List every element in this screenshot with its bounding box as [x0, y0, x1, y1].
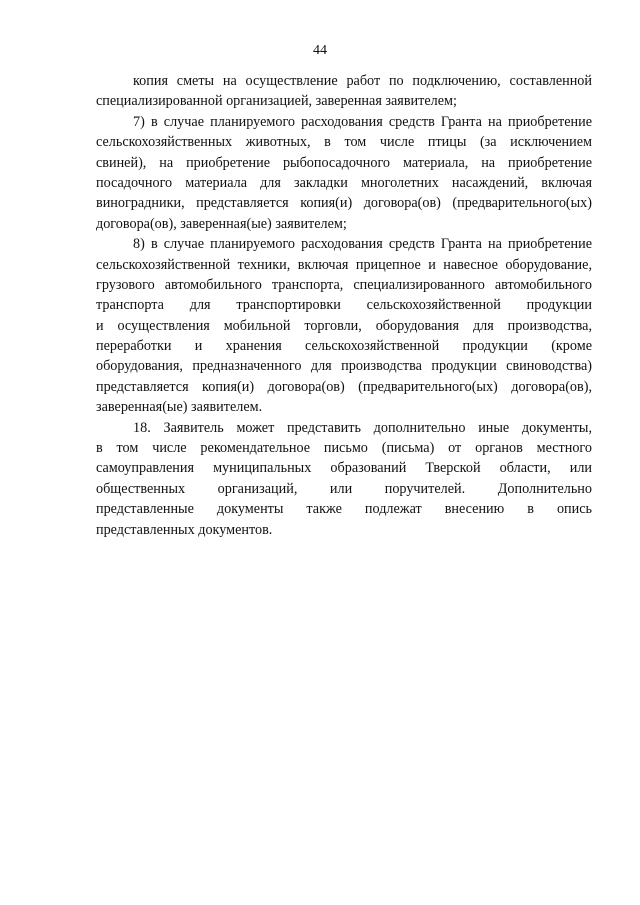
paragraph-item-7 [96, 112, 592, 234]
text-line: копия сметы на осуществление работ по подключению, составленной [133, 73, 592, 89]
text-line: договора(ов), заверенная(ые) заявителем; [96, 215, 347, 232]
text-line: в том числе рекомендательное письмо (письма) от органов местного [96, 440, 592, 457]
text-line: 18. Заявитель может представить дополнительно иные документы, [133, 419, 592, 436]
text-line: 7) в случае планируемого расходования средств Гранта на приобретение [133, 113, 592, 130]
text-line: заверенная(ые) заявителем. [96, 399, 263, 416]
text-line: виноградники, представляется копия(и) договора(ов) (предварительного(ых) [96, 195, 592, 212]
text-line: сельскохозяйственной техники, включая прицепное и навесное оборудование, [96, 256, 592, 273]
text-line: и осуществления мобильной торговли, оборудования для производства, [96, 317, 592, 334]
text-line: специализированной организацией, заверенная заявителем; [96, 93, 457, 110]
text-line: грузового автомобильного транспорта, специализированного автомобильного [96, 276, 592, 293]
paragraph-smeta-copy [96, 71, 592, 112]
page-number: 44 [313, 43, 327, 58]
text-line: оборудования, предназначенного для производства продукции свиноводства) [96, 358, 592, 375]
text-line: транспорта для транспортировки сельскохозяйственной продукции [96, 297, 592, 314]
text-line: представленных документов. [96, 521, 273, 538]
text-line: переработки и хранения сельскохозяйственной продукции (кроме [96, 338, 592, 355]
document-body [96, 71, 592, 540]
text-line: представляется копия(и) договора(ов) (предварительного(ых) договора(ов), [96, 378, 592, 395]
text-line: 8) в случае планируемого расходования средств Гранта на приобретение [133, 236, 592, 253]
paragraph-item-8 [96, 234, 592, 418]
text-line: посадочного материала для закладки многолетних насаждений, включая [96, 174, 592, 191]
text-line: представленные документы также подлежат внесению в опись [96, 501, 592, 518]
text-line: свиней), на приобретение рыбопосадочного материала, на приобретение [96, 154, 592, 171]
text-line: самоуправления муниципальных образований Тверской области, или [96, 460, 592, 477]
paragraph-section-18 [96, 418, 592, 540]
text-line: сельскохозяйственных животных, в том числе птицы (за исключением [96, 134, 592, 151]
text-line: общественных организаций, или поручителей. Дополнительно [96, 480, 592, 497]
